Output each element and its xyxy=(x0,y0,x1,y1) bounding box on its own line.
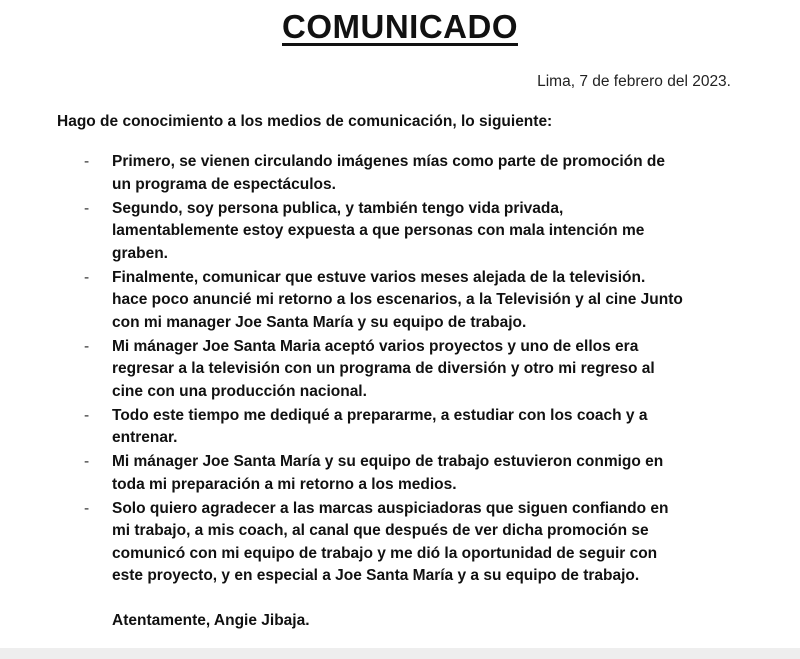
closing-signature: Atentamente, Angie Jibaja. xyxy=(112,612,310,629)
item-line: entrenar. xyxy=(112,429,178,446)
list-item xyxy=(0,498,732,588)
item-line: Primero, se vienen circulando imágenes mías como parte de promoción de xyxy=(112,153,666,170)
item-line: con mi manager Joe Santa María y su equipo de trabajo. xyxy=(112,313,527,331)
item-line: Todo este tiempo me dediqué a prepararme, a estudiar con los coach y a xyxy=(112,406,648,424)
bullet-dash: - xyxy=(84,199,90,217)
item-line: Mi mánager Joe Santa Maria aceptó varios proyectos y uno de ellos era xyxy=(112,337,639,355)
list-item xyxy=(0,405,732,450)
item-line: un programa de espectáculos. xyxy=(112,175,336,193)
item-line: Solo quiero agradecer a las marcas auspiciadoras que siguen confiando en xyxy=(112,499,669,517)
list-item xyxy=(0,451,732,496)
bullet-dash: - xyxy=(84,406,90,424)
item-line: hace poco anuncié mi retorno a los escenarios, a la Televisión y al cine Junto xyxy=(112,291,683,308)
date-line: Lima, 7 de febrero del 2023. xyxy=(537,73,731,90)
list-item xyxy=(0,267,732,335)
item-line: regresar a la televisión con un programa de diversión y otro mi regreso al xyxy=(112,360,655,377)
intro-paragraph: Hago de conocimiento a los medios de comunicación, lo siguiente: xyxy=(57,113,553,130)
item-line: Segundo, soy persona publica, y también tengo vida privada, xyxy=(112,199,564,217)
item-line: toda mi preparación a mi retorno a los medios. xyxy=(112,475,457,493)
statement-list xyxy=(0,151,800,589)
bullet-dash: - xyxy=(84,268,90,286)
bullet-dash: - xyxy=(84,499,90,517)
bullet-dash: - xyxy=(84,337,90,355)
item-line: lamentablemente estoy expuesta a que personas con mala intención me xyxy=(112,222,645,239)
item-line: Finalmente, comunicar que estuve varios meses alejada de la televisión. xyxy=(112,268,646,286)
list-item xyxy=(0,198,732,266)
bottom-strip xyxy=(0,648,800,659)
list-item xyxy=(0,151,732,196)
item-line: comunicó con mi equipo de trabajo y me dió la oportunidad de seguir con xyxy=(112,544,658,562)
item-line: graben. xyxy=(112,244,168,262)
item-line: este proyecto, y en especial a Joe Santa María y a su equipo de trabajo. xyxy=(112,567,640,584)
document-title xyxy=(0,8,800,46)
document-title-text: COMUNICADO xyxy=(282,8,518,45)
item-line: Mi mánager Joe Santa María y su equipo de trabajo estuvieron conmigo en xyxy=(112,453,664,470)
bullet-dash: - xyxy=(84,453,90,470)
bullet-dash: - xyxy=(84,153,90,170)
item-line: mi trabajo, a mis coach, al canal que después de ver dicha promoción se xyxy=(112,522,649,539)
item-line: cine con una producción nacional. xyxy=(112,382,367,400)
list-item xyxy=(0,336,732,404)
